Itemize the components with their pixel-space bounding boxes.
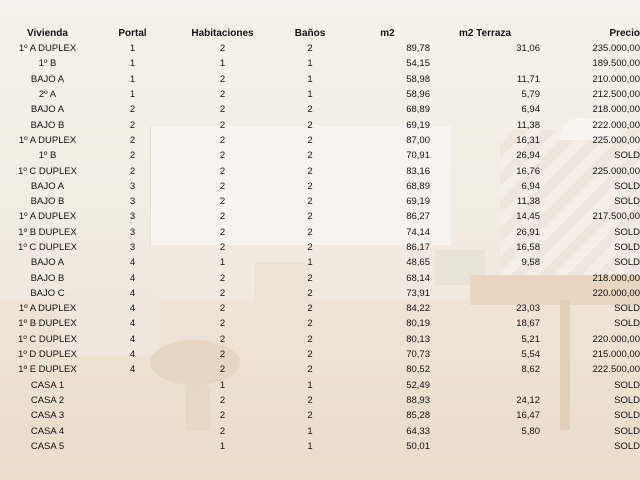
cell-habitaciones: 2: [219, 73, 226, 85]
cell-portal: [95, 408, 170, 423]
cell-precio: 218.000,00: [592, 104, 640, 116]
cell-portal: 2: [129, 165, 136, 177]
cell-portal: 4: [129, 333, 136, 345]
cell-precio: 225.000,00: [592, 165, 640, 177]
cell-m2: 70,91: [406, 150, 430, 162]
cell-precio: 212.500,00: [592, 89, 640, 101]
cell-m2-terraza: [430, 439, 540, 454]
table-row: [0, 117, 640, 132]
cell-vivienda: BAJO A: [30, 257, 65, 269]
cell-banos: 1: [307, 425, 313, 437]
cell-m2-terraza: 9,58: [521, 257, 540, 269]
cell-vivienda: BAJO B: [30, 119, 65, 131]
cell-m2: 68,89: [406, 104, 430, 116]
cell-banos: 2: [307, 119, 313, 131]
table-row: [0, 133, 640, 148]
cell-habitaciones: 2: [219, 180, 226, 192]
table-row: [0, 87, 640, 102]
cell-habitaciones: 1: [219, 257, 226, 269]
cell-m2: 80,52: [406, 364, 430, 376]
cell-vivienda: 1º E DUPLEX: [18, 364, 77, 376]
cell-precio: SOLD: [614, 379, 640, 391]
cell-m2: 58,98: [406, 73, 430, 85]
header-precio: Precio: [609, 28, 640, 39]
cell-m2: 48,65: [406, 257, 430, 269]
cell-banos: 2: [307, 349, 313, 361]
table-header-row: [0, 26, 640, 41]
cell-precio: SOLD: [614, 180, 640, 192]
cell-m2: 70,73: [406, 349, 430, 361]
cell-vivienda: CASA 1: [30, 379, 65, 391]
cell-precio: SOLD: [614, 196, 640, 208]
cell-precio: SOLD: [614, 318, 640, 330]
cell-precio: 189.500,00: [592, 58, 640, 70]
cell-vivienda: CASA 2: [30, 394, 65, 406]
cell-habitaciones: 2: [219, 89, 226, 101]
cell-m2-terraza: 6,94: [521, 180, 540, 192]
cell-portal: 3: [129, 196, 136, 208]
table-row: [0, 225, 640, 240]
cell-habitaciones: 2: [219, 43, 226, 55]
cell-banos: 2: [307, 242, 313, 253]
cell-precio: SOLD: [614, 440, 640, 452]
cell-precio: SOLD: [614, 257, 640, 269]
cell-precio: 220.000,00: [592, 333, 640, 345]
cell-habitaciones: 2: [219, 287, 226, 299]
cell-portal: 4: [129, 287, 136, 299]
cell-precio: SOLD: [614, 394, 640, 406]
cell-banos: 1: [307, 58, 313, 70]
cell-banos: 1: [307, 440, 313, 452]
cell-vivienda: 1º A DUPLEX: [18, 303, 77, 315]
cell-banos: 2: [307, 394, 313, 406]
table-row: [0, 408, 640, 423]
cell-m2: 64,33: [406, 425, 430, 437]
cell-vivienda: 1º A DUPLEX: [18, 43, 77, 55]
table-row: [0, 270, 640, 285]
cell-portal: 3: [129, 211, 136, 223]
cell-banos: 2: [307, 180, 313, 192]
cell-vivienda: 1º A DUPLEX: [18, 134, 77, 146]
cell-precio: 222.500,00: [592, 364, 640, 376]
cell-banos: 2: [307, 226, 313, 238]
header-banos: Baños: [294, 28, 326, 39]
table-row: [0, 41, 640, 56]
cell-habitaciones: 2: [219, 134, 226, 146]
cell-vivienda: 1º B DUPLEX: [18, 226, 77, 238]
cell-portal: 2: [129, 104, 136, 116]
cell-m2: 86,27: [406, 211, 430, 223]
cell-banos: 2: [307, 211, 313, 223]
cell-precio: SOLD: [614, 303, 640, 315]
cell-m2-terraza: 16,47: [516, 410, 540, 422]
cell-m2: 80,19: [406, 318, 430, 330]
table-row: [0, 72, 640, 87]
table-row: [0, 393, 640, 408]
cell-m2: 73,91: [406, 287, 430, 299]
cell-precio: 210.000,00: [592, 73, 640, 85]
cell-banos: 2: [307, 333, 313, 345]
cell-habitaciones: 1: [219, 58, 226, 70]
table-row: [0, 240, 640, 255]
cell-m2: 88,93: [406, 394, 430, 406]
cell-banos: 2: [307, 303, 313, 315]
cell-precio: SOLD: [614, 150, 640, 162]
cell-m2: 69,19: [406, 196, 430, 208]
cell-banos: 2: [307, 287, 313, 299]
table-row: [0, 194, 640, 209]
cell-vivienda: 1º A DUPLEX: [18, 211, 77, 223]
cell-vivienda: BAJO A: [30, 104, 65, 116]
cell-vivienda: 1º B: [38, 150, 57, 162]
cell-portal: 4: [129, 318, 136, 330]
cell-precio: 220.000,00: [592, 287, 640, 299]
cell-banos: 1: [307, 257, 313, 269]
cell-banos: 1: [307, 73, 313, 85]
cell-m2-terraza: 8,62: [521, 364, 540, 376]
header-m2: m2: [380, 28, 395, 39]
table-row: [0, 148, 640, 163]
cell-m2-terraza: 5,54: [521, 349, 540, 361]
cell-m2: 52,49: [406, 379, 430, 391]
cell-vivienda: BAJO B: [30, 196, 65, 208]
cell-vivienda: 1º D DUPLEX: [18, 349, 77, 361]
cell-m2-terraza: 16,58: [516, 242, 540, 253]
cell-m2-terraza: 11,71: [516, 73, 540, 85]
cell-m2-terraza: [430, 56, 540, 71]
cell-vivienda: CASA 4: [30, 425, 65, 437]
cell-banos: 2: [307, 104, 313, 116]
cell-m2-terraza: 23,03: [516, 303, 540, 315]
cell-m2-terraza: 5,21: [521, 333, 540, 345]
cell-portal: 2: [129, 119, 136, 131]
cell-m2: 74,14: [406, 226, 430, 238]
cell-portal: 4: [129, 349, 136, 361]
cell-precio: 222.000,00: [592, 119, 640, 131]
cell-precio: SOLD: [614, 226, 640, 238]
cell-vivienda: BAJO A: [30, 73, 65, 85]
cell-precio: 215.000,00: [592, 349, 640, 361]
cell-habitaciones: 2: [219, 104, 226, 116]
cell-banos: 2: [307, 150, 313, 162]
cell-vivienda: CASA 3: [30, 410, 65, 422]
cell-vivienda: 2º A: [38, 89, 57, 101]
cell-m2: 84,22: [406, 303, 430, 315]
cell-portal: 4: [129, 272, 136, 284]
cell-precio: 218.000,00: [592, 272, 640, 284]
cell-m2-terraza: 14,45: [516, 211, 540, 223]
cell-portal: 3: [129, 242, 136, 253]
cell-m2: 68,14: [406, 272, 430, 284]
cell-precio: SOLD: [614, 410, 640, 422]
header-m2-terraza: m2 Terraza: [458, 28, 512, 39]
cell-portal: 1: [129, 43, 136, 55]
cell-m2-terraza: 26,91: [516, 226, 540, 238]
cell-habitaciones: 2: [219, 303, 226, 315]
cell-habitaciones: 2: [219, 119, 226, 131]
cell-banos: 1: [307, 379, 313, 391]
cell-m2-terraza: 24,12: [516, 394, 540, 406]
property-listing-table: [0, 26, 640, 454]
cell-precio: 225.000,00: [592, 134, 640, 146]
cell-m2-terraza: 16,76: [516, 165, 540, 177]
table-row: [0, 56, 640, 71]
cell-m2-terraza: 18,67: [516, 318, 540, 330]
cell-portal: 4: [129, 303, 136, 315]
cell-habitaciones: 2: [219, 333, 226, 345]
cell-precio: 235.000,00: [592, 43, 640, 55]
cell-precio: SOLD: [614, 425, 640, 437]
cell-m2-terraza: [430, 378, 540, 393]
cell-m2-terraza: 31,06: [516, 43, 540, 55]
cell-m2-terraza: [430, 286, 540, 301]
cell-banos: 2: [307, 318, 313, 330]
table-row: [0, 347, 640, 362]
cell-portal: 4: [129, 364, 136, 376]
cell-habitaciones: 2: [219, 349, 226, 361]
cell-vivienda: BAJO A: [30, 180, 65, 192]
cell-portal: 4: [129, 257, 136, 269]
cell-m2: 86,17: [406, 242, 430, 253]
cell-m2-terraza: 6,94: [521, 104, 540, 116]
cell-habitaciones: 2: [219, 272, 226, 284]
cell-habitaciones: 2: [219, 150, 226, 162]
cell-banos: 1: [307, 89, 313, 101]
cell-banos: 2: [307, 43, 313, 55]
cell-banos: 2: [307, 410, 313, 422]
cell-m2: 85,28: [406, 410, 430, 422]
cell-banos: 2: [307, 165, 313, 177]
cell-vivienda: 1º C DUPLEX: [18, 165, 77, 177]
cell-portal: 2: [129, 150, 136, 162]
table-row: [0, 362, 640, 377]
cell-portal: 3: [129, 226, 136, 238]
cell-m2: 83,16: [406, 165, 430, 177]
cell-banos: 2: [307, 364, 313, 376]
cell-m2: 68,89: [406, 180, 430, 192]
cell-vivienda: CASA 5: [30, 440, 65, 452]
cell-habitaciones: 1: [219, 379, 226, 391]
table-row: [0, 255, 640, 270]
cell-portal: [95, 393, 170, 408]
cell-portal: [95, 439, 170, 454]
cell-habitaciones: 2: [219, 242, 226, 253]
cell-habitaciones: 1: [219, 440, 226, 452]
cell-m2-terraza: [430, 270, 540, 285]
cell-m2-terraza: 16,31: [516, 134, 540, 146]
cell-portal: [95, 378, 170, 393]
cell-vivienda: 1º C DUPLEX: [18, 333, 77, 345]
cell-portal: 1: [129, 89, 136, 101]
cell-m2: 80,13: [406, 333, 430, 345]
cell-habitaciones: 2: [219, 226, 226, 238]
cell-habitaciones: 2: [219, 425, 226, 437]
table-row: [0, 439, 640, 454]
cell-habitaciones: 2: [219, 394, 226, 406]
cell-m2: 69,19: [406, 119, 430, 131]
table-row: [0, 286, 640, 301]
cell-m2: 50,01: [406, 440, 430, 452]
table-row: [0, 301, 640, 316]
cell-banos: 2: [307, 196, 313, 208]
cell-habitaciones: 2: [219, 196, 226, 208]
cell-precio: SOLD: [614, 242, 640, 253]
cell-habitaciones: 2: [219, 165, 226, 177]
cell-portal: 1: [129, 73, 136, 85]
cell-portal: 1: [129, 58, 136, 70]
cell-vivienda: BAJO C: [30, 287, 65, 299]
table-row: [0, 332, 640, 347]
table-row: [0, 163, 640, 178]
cell-m2: 87,00: [406, 134, 430, 146]
cell-precio: 217.500,00: [592, 211, 640, 223]
cell-habitaciones: 2: [219, 410, 226, 422]
cell-m2: 58,96: [406, 89, 430, 101]
cell-habitaciones: 2: [219, 211, 226, 223]
cell-habitaciones: 2: [219, 364, 226, 376]
cell-portal: 3: [129, 180, 136, 192]
cell-habitaciones: 2: [219, 318, 226, 330]
cell-vivienda: 1º B: [38, 58, 57, 70]
cell-vivienda: 1º C DUPLEX: [18, 242, 77, 253]
table-row: [0, 102, 640, 117]
cell-m2-terraza: 26,94: [516, 150, 540, 162]
cell-banos: 2: [307, 134, 313, 146]
header-portal: Portal: [118, 28, 147, 39]
cell-portal: [95, 423, 170, 438]
cell-banos: 2: [307, 272, 313, 284]
cell-portal: 2: [129, 134, 136, 146]
header-vivienda: Vivienda: [27, 28, 68, 39]
table-row: [0, 423, 640, 438]
cell-vivienda: BAJO B: [30, 272, 65, 284]
cell-m2-terraza: 11,38: [516, 119, 540, 131]
cell-m2: 54,15: [406, 58, 430, 70]
table-row: [0, 179, 640, 194]
header-habitaciones: Habitaciones: [191, 28, 254, 39]
table-row: [0, 316, 640, 331]
table-row: [0, 378, 640, 393]
cell-m2-terraza: 5,79: [521, 89, 540, 101]
cell-m2: 89,78: [406, 43, 430, 55]
cell-m2-terraza: 11,38: [516, 196, 540, 208]
cell-m2-terraza: 5,80: [521, 425, 540, 437]
table-row: [0, 209, 640, 224]
cell-vivienda: 1º B DUPLEX: [18, 318, 77, 330]
